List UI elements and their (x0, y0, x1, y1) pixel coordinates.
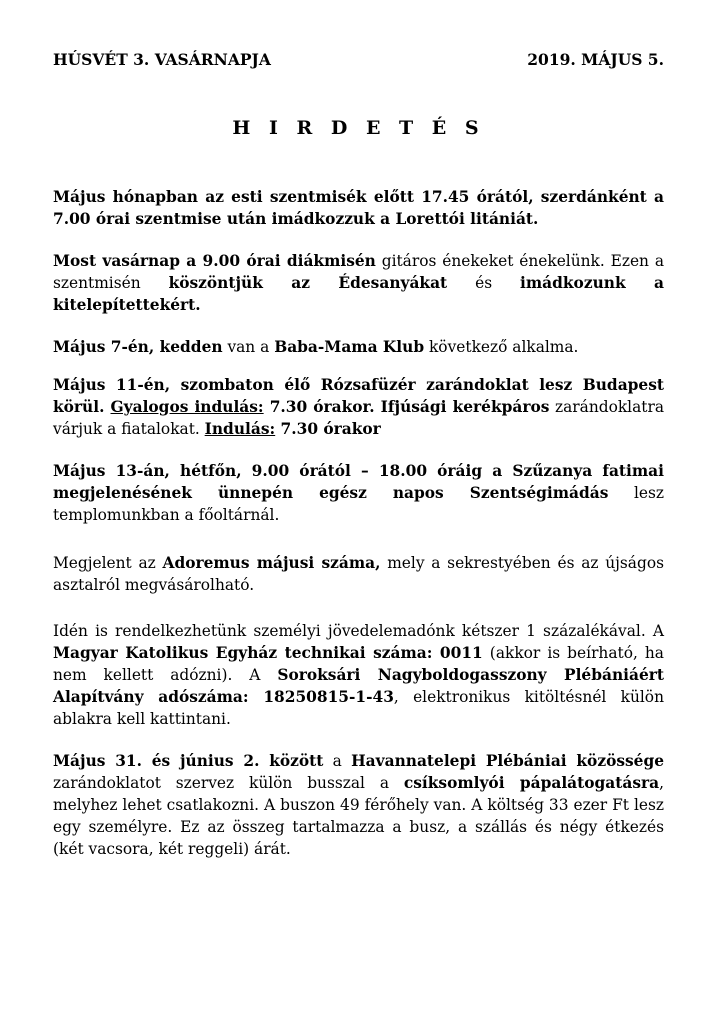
paragraph-text: , melyhez lehet csatlakozni. A buszon 49 férőhely van. A költség 33 ezer Ft lesz egy személyre. Ez az összeg tartalmazza a busz, a szállás és négy étkezés (két vacsora, két reggeli) árát. (53, 774, 664, 858)
paragraph-text: Baba-Mama Klub (274, 338, 425, 356)
announcement-list (53, 186, 664, 860)
paragraph-text: Soroksári Nagyboldogasszony Plébániáért Alapítvány adószáma: 18250815-1-43 (53, 666, 664, 706)
document-title: H I R D E T É S (232, 117, 485, 139)
paragraph-text: Május 31. és június 2. között (53, 752, 324, 770)
paragraph-text: és (447, 274, 521, 292)
paragraph-text: Most vasárnap a 9.00 órai diákmisén (53, 252, 376, 270)
paragraph-text: lesz templomunkban a főoltárnál. (53, 484, 665, 524)
announcement-paragraph (53, 374, 664, 440)
paragraph-text: Indulás: (204, 420, 276, 438)
paragraph-text: Magyar Katolikus Egyház technikai száma: 0011 (53, 644, 483, 662)
paragraph-text: Május hónapban az esti szentmisék előtt 17.45 órától, szerdánként a 7.00 órai szentmise után imádkozzuk a Lorettói litániát. (53, 188, 664, 228)
paragraph-text: Május 7-én, kedden (53, 338, 223, 356)
paragraph-text: 7.30 órakor. Ifjúsági kerékpáros (263, 398, 550, 416)
paragraph-text: Havannatelepi Plébániai közössége (351, 752, 665, 770)
paragraph-text: csíksomlyói pápalátogatásra (403, 774, 660, 792)
paragraph-text: , elektronikus kitöltésnél külön ablakra kell kattintani. (53, 688, 664, 728)
paragraph-text: Május 11-én, szombaton élő Rózsafüzér zarándoklat lesz Budapest körül. (53, 376, 664, 416)
announcement-paragraph (53, 552, 664, 596)
announcement-paragraph (53, 250, 664, 316)
paragraph-text: imádkozunk a kitelepítettekért. (53, 274, 664, 314)
paragraph-text: van a (222, 338, 275, 356)
document-header (53, 50, 664, 70)
paragraph-text: gitáros énekeket énekelünk. Ezen a szentmisén (53, 252, 664, 292)
paragraph-text: Adoremus májusi száma, (162, 554, 381, 572)
paragraph-text: Idén is rendelkezhetünk személyi jövedelemadónk kétszer 1 százalékával. A (53, 622, 664, 640)
document-page (53, 50, 664, 880)
header-date: 2019. MÁJUS 5. (527, 50, 664, 69)
header-left: HÚSVÉT 3. VASÁRNAPJA (53, 50, 271, 69)
announcement-paragraph (53, 336, 664, 358)
paragraph-text: zarándoklatra várjuk a fiatalokat. (53, 398, 664, 438)
paragraph-text: köszöntjük az Édesanyákat (168, 274, 448, 292)
announcement-paragraph (53, 460, 664, 526)
paragraph-text: zarándoklatot szervez külön busszal a (53, 774, 404, 792)
paragraph-text: Gyalogos indulás: (110, 398, 264, 416)
paragraph-text: következő alkalma. (424, 338, 579, 356)
paragraph-text: Május 13-án, hétfőn, 9.00 órától – 18.00 óráig a Szűzanya fatimai megjelenésének ünnepén egész napos Szentségimádás (53, 462, 664, 502)
paragraph-text: 7.30 órakor (275, 420, 381, 438)
announcement-paragraph (53, 750, 664, 860)
announcement-paragraph (53, 620, 664, 730)
paragraph-text: mely a sekrestyében és az újságos asztalról megvásárolható. (53, 554, 665, 594)
announcement-paragraph (53, 186, 664, 230)
paragraph-text: (akkor is beírható, ha nem kellett adózni). A (53, 644, 664, 684)
paragraph-text: Megjelent az (53, 554, 163, 572)
paragraph-text: a (323, 752, 352, 770)
